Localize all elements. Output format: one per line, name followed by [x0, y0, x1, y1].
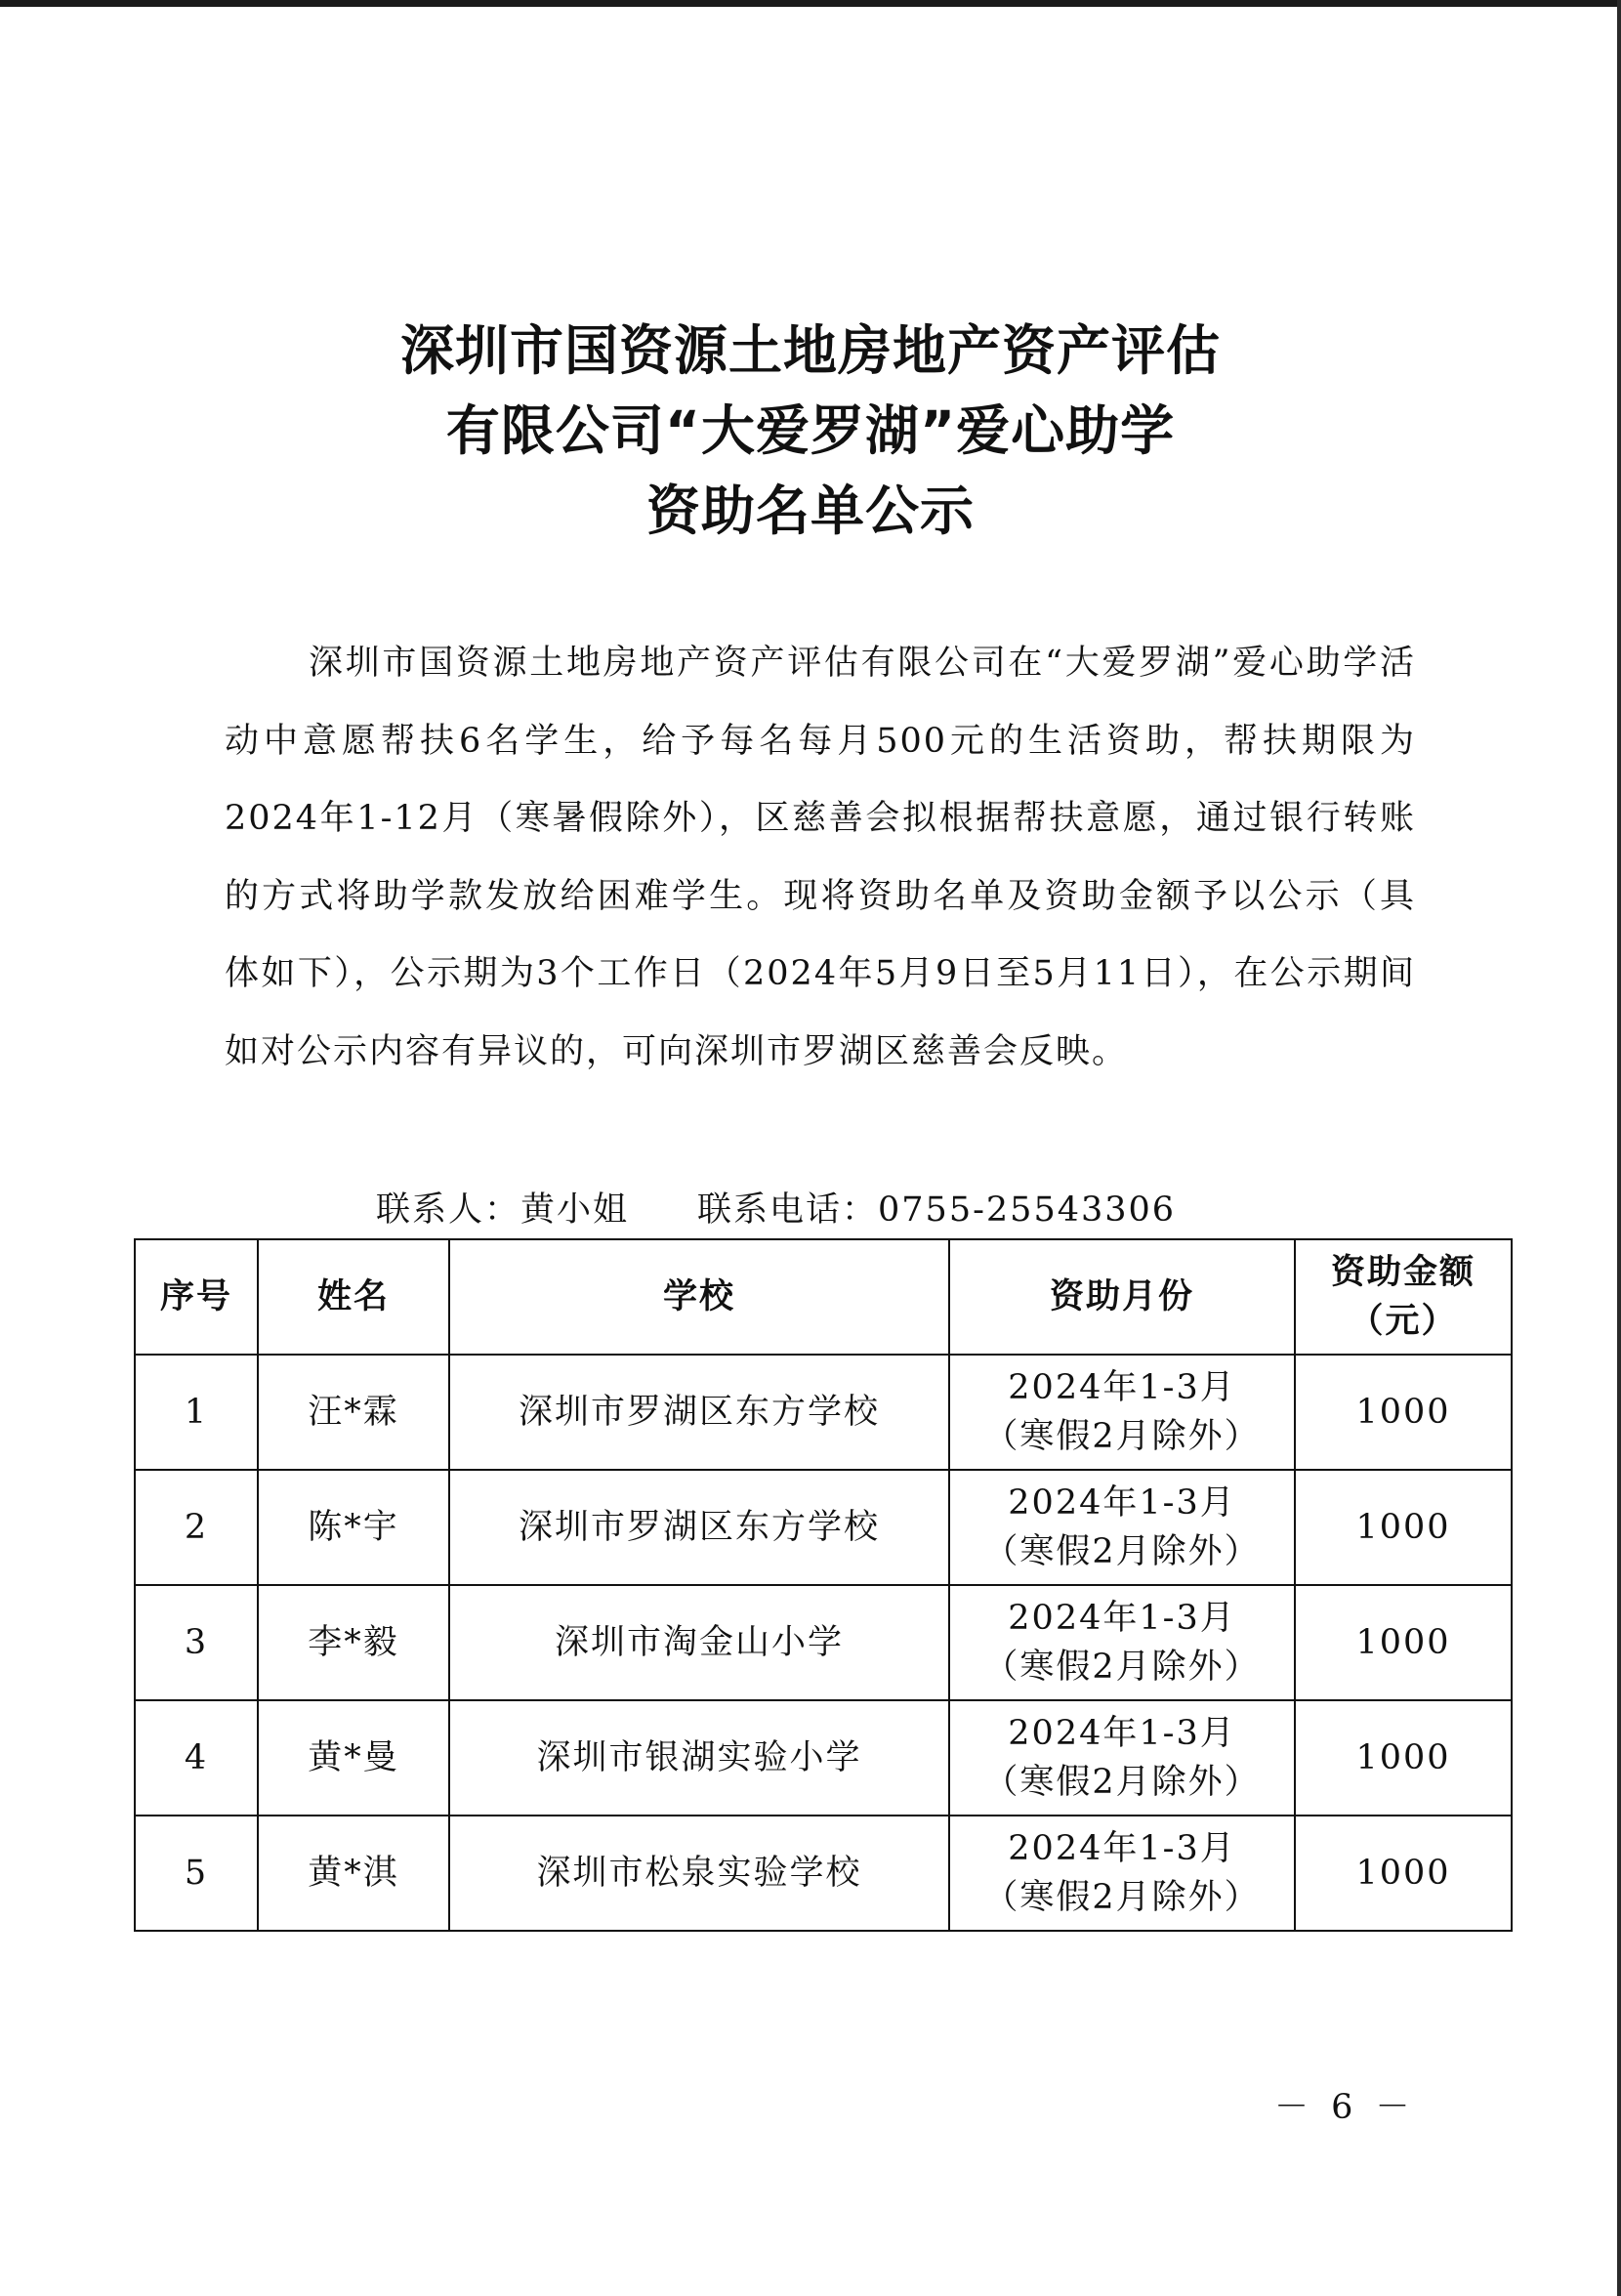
- cell-month-note: （寒假2月除外）: [983, 1648, 1261, 1687]
- cell-month-period: 2024年1-3月: [1008, 1714, 1236, 1753]
- cell-school: 深圳市松泉实验学校: [449, 1816, 949, 1931]
- cell-no: 4: [135, 1700, 258, 1816]
- page-number: － 6 －: [1274, 2088, 1416, 2127]
- table-row: [135, 1355, 1512, 1470]
- cell-no: 3: [135, 1585, 258, 1700]
- cell-month: [949, 1355, 1295, 1470]
- cell-month-note: （寒假2月除外）: [983, 1417, 1261, 1456]
- cell-name: 黄*曼: [258, 1700, 449, 1816]
- cell-month-period: 2024年1-3月: [1008, 1829, 1236, 1868]
- title-line-2: 有限公司“大爱罗湖”爱心助学: [445, 399, 1176, 462]
- cell-amount: 1000: [1295, 1816, 1512, 1931]
- header-amount: [1295, 1239, 1512, 1355]
- title-line-3: 资助名单公示: [645, 480, 975, 542]
- cell-month: [949, 1585, 1295, 1700]
- cell-school: 深圳市淘金山小学: [449, 1585, 949, 1700]
- header-month: 资助月份: [949, 1239, 1295, 1355]
- cell-month-period: 2024年1-3月: [1008, 1483, 1236, 1523]
- cell-amount: 1000: [1295, 1700, 1512, 1816]
- cell-no: 5: [135, 1816, 258, 1931]
- cell-month: [949, 1700, 1295, 1816]
- cell-month-note: （寒假2月除外）: [983, 1763, 1261, 1802]
- table-row: [135, 1470, 1512, 1585]
- contact-person: 联系人：黄小姐: [376, 1190, 630, 1230]
- header-no: 序号: [135, 1239, 258, 1355]
- cell-school: 深圳市银湖实验小学: [449, 1700, 949, 1816]
- header-amount-label: 资助金额: [1330, 1253, 1476, 1292]
- cell-month-note: （寒假2月除外）: [983, 1532, 1261, 1571]
- table-row: [135, 1816, 1512, 1931]
- cell-name: 汪*霖: [258, 1355, 449, 1470]
- cell-name: 陈*宇: [258, 1470, 449, 1585]
- cell-school: 深圳市罗湖区东方学校: [449, 1470, 949, 1585]
- cell-amount: 1000: [1295, 1470, 1512, 1585]
- cell-month: [949, 1470, 1295, 1585]
- funding-list-table: [134, 1238, 1513, 1932]
- cell-month-note: （寒假2月除外）: [983, 1878, 1261, 1917]
- header-name: 姓名: [258, 1239, 449, 1355]
- cell-month-period: 2024年1-3月: [1008, 1599, 1236, 1638]
- cell-no: 2: [135, 1470, 258, 1585]
- scan-top-edge: [0, 0, 1621, 7]
- cell-name: 李*毅: [258, 1585, 449, 1700]
- cell-month-period: 2024年1-3月: [1008, 1368, 1236, 1407]
- cell-school: 深圳市罗湖区东方学校: [449, 1355, 949, 1470]
- cell-amount: 1000: [1295, 1355, 1512, 1470]
- cell-month: [949, 1816, 1295, 1931]
- title-line-1: 深圳市国资源土地房地产资产评估: [399, 319, 1221, 382]
- header-school: 学校: [449, 1239, 949, 1355]
- cell-no: 1: [135, 1355, 258, 1470]
- cell-name: 黄*淇: [258, 1816, 449, 1931]
- table-header-row: [135, 1239, 1512, 1355]
- document-title: [0, 311, 1621, 551]
- cell-amount: 1000: [1295, 1585, 1512, 1700]
- table-row: [135, 1585, 1512, 1700]
- notice-paragraph: 深圳市国资源土地房地产资产评估有限公司在“大爱罗湖”爱心助学活动中意愿帮扶6名学生，给予每名每月500元的生活资助，帮扶期限为2024年1-12月（寒暑假除外），区慈善会拟根据帮扶意愿，通过银行转账的方式将助学款发放给困难学生。现将资助名单及资助金额予以公示（具体如下），公示期为3个工作日（2024年5月9日至5月11日），在公示期间如对公示内容有异议的，可向深圳市罗湖区慈善会反映。: [225, 644, 1416, 1071]
- contact-line: [376, 1182, 1176, 1238]
- contact-phone: 联系电话：0755-25543306: [697, 1190, 1177, 1230]
- table-row: [135, 1700, 1512, 1816]
- notice-body: [225, 625, 1416, 1091]
- header-amount-unit: （元）: [1349, 1302, 1458, 1341]
